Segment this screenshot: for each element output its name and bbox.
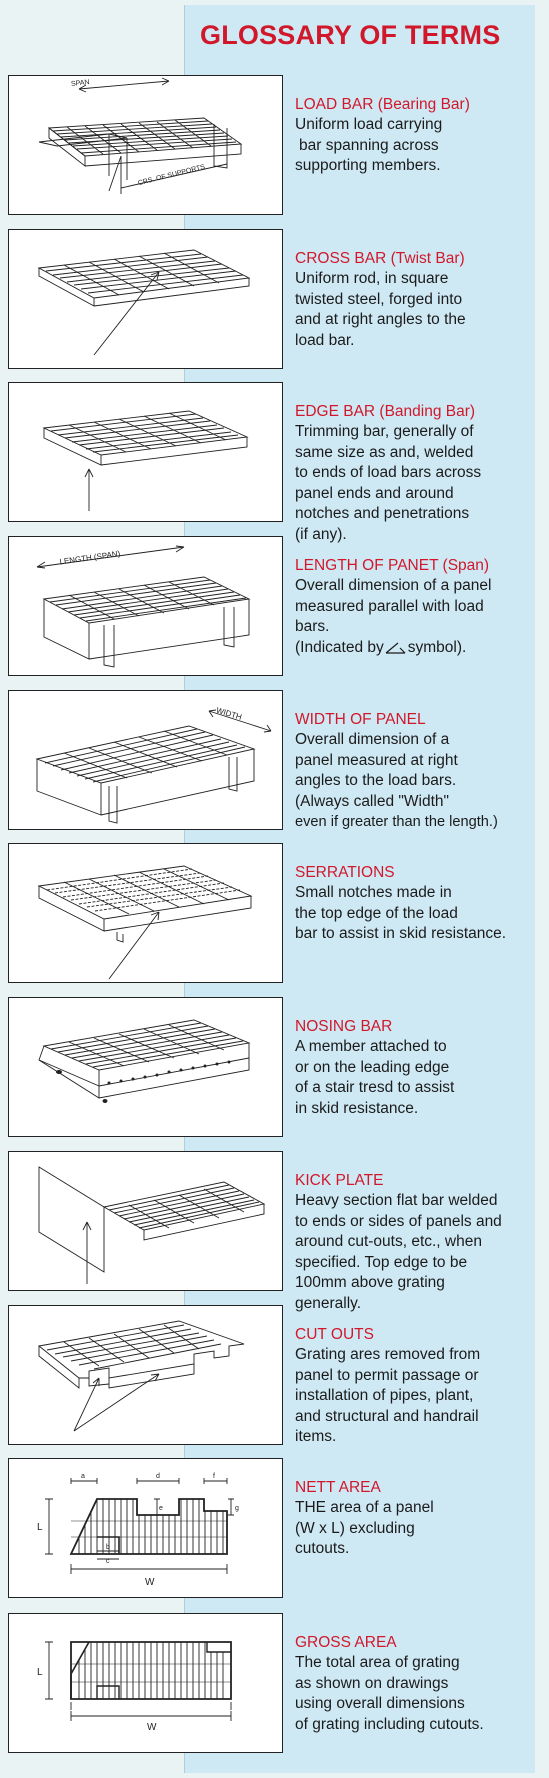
length-span-label: LENGTH (SPAN) bbox=[58, 549, 121, 567]
dim-f-label: f bbox=[213, 1473, 215, 1480]
definition-line: load bar. bbox=[295, 331, 355, 349]
length-illustration bbox=[8, 536, 283, 676]
edge-bar-drawing bbox=[9, 383, 282, 521]
nett-area-drawing bbox=[9, 1459, 282, 1597]
length-dimension-label: L bbox=[37, 1667, 43, 1678]
length-dimension-label: L bbox=[37, 1522, 43, 1533]
definition-line: THE area of a panel bbox=[295, 1499, 434, 1516]
dim-d-label: d bbox=[156, 1473, 160, 1480]
kick-plate-drawing bbox=[9, 1152, 282, 1290]
nosing-bar-drawing bbox=[9, 998, 282, 1136]
term-title: LENGTH OF PANET (Span) bbox=[295, 557, 490, 574]
definition-line: in skid resistance. bbox=[295, 1099, 419, 1117]
definition-line: panel measured at right bbox=[295, 751, 458, 769]
term-definition bbox=[295, 576, 541, 658]
definition-line: A member attached to bbox=[295, 1038, 447, 1055]
cut-outs-illustration bbox=[8, 1305, 283, 1445]
cut-outs-drawing bbox=[9, 1306, 282, 1444]
dim-b-label: b bbox=[106, 1544, 110, 1551]
serrations-drawing bbox=[9, 844, 282, 982]
nett-area-illustration bbox=[8, 1458, 283, 1598]
glossary-entry-length bbox=[8, 536, 538, 676]
definition-line: or on the leading edge bbox=[295, 1058, 450, 1076]
definition-line: bar spanning across bbox=[299, 136, 439, 154]
definition-line: 100mm above grating bbox=[295, 1274, 445, 1291]
definition-line: Uniform rod, in square bbox=[295, 270, 449, 287]
cross-bar-drawing bbox=[9, 230, 282, 368]
term-title: CUT OUTS bbox=[295, 1326, 374, 1343]
definition-line: (W x L) excluding bbox=[295, 1519, 415, 1537]
span-label: SPAN bbox=[70, 79, 90, 88]
glossary-entry-width bbox=[8, 690, 538, 830]
term-definition bbox=[295, 1345, 541, 1448]
definition-line: to ends or sides of panels and bbox=[295, 1212, 502, 1230]
definition-line: Trimming bar, generally of bbox=[295, 423, 474, 440]
glossary-entry-edge-bar bbox=[8, 382, 538, 543]
span-symbol-icon bbox=[385, 641, 407, 655]
glossary-entry-kick-plate bbox=[8, 1151, 538, 1312]
glossary-entry-cut-outs bbox=[8, 1305, 538, 1445]
glossary-entry-load-bar bbox=[8, 75, 538, 215]
definition-line: around cut-outs, etc., when bbox=[295, 1233, 482, 1250]
definition-line: and at right angles to the bbox=[295, 311, 466, 328]
definition-line bbox=[295, 638, 541, 659]
serrations-illustration bbox=[8, 843, 283, 983]
definition-line: measured parallel with load bbox=[295, 597, 484, 615]
definition-line: Uniform load carrying bbox=[295, 116, 443, 133]
term-definition bbox=[295, 1191, 541, 1314]
term-title: GROSS AREA bbox=[295, 1634, 397, 1651]
cross-bar-illustration bbox=[8, 229, 283, 369]
definition-line: Overall dimension of a panel bbox=[295, 577, 492, 594]
term-definition bbox=[295, 1037, 541, 1119]
definition-text: (Indicated by bbox=[295, 638, 384, 656]
definition-line: (Always called "Width" bbox=[295, 792, 449, 810]
nosing-bar-illustration bbox=[8, 997, 283, 1137]
load-bar-illustration bbox=[8, 75, 283, 215]
definition-line: the top edge of the load bbox=[295, 904, 458, 922]
definition-line: even if greater than the length.) bbox=[295, 814, 498, 830]
width-drawing bbox=[9, 691, 282, 829]
definition-line: items. bbox=[295, 1428, 337, 1445]
width-dimension-label: W bbox=[147, 1722, 157, 1733]
definition-line: installation of pipes, plant, bbox=[295, 1387, 474, 1404]
definition-line: Small notches made in bbox=[295, 884, 452, 901]
definition-line: Grating ares removed from bbox=[295, 1346, 481, 1363]
term-definition bbox=[295, 730, 541, 833]
dim-c-label: c bbox=[106, 1558, 110, 1565]
definition-line: to ends of load bars across bbox=[295, 464, 482, 481]
definition-line: of a stair tresd to assist bbox=[295, 1079, 455, 1096]
glossary-entry-cross-bar bbox=[8, 229, 538, 369]
definition-line: as shown on drawings bbox=[295, 1674, 449, 1692]
term-title: NETT AREA bbox=[295, 1479, 381, 1496]
definition-line: twisted steel, forged into bbox=[295, 290, 463, 308]
definition-line: angles to the load bars. bbox=[295, 772, 457, 789]
definition-line: The total area of grating bbox=[295, 1654, 460, 1671]
definition-line: generally. bbox=[295, 1294, 362, 1312]
definition-line: same size as and, welded bbox=[295, 443, 474, 461]
term-title: SERRATIONS bbox=[295, 864, 395, 881]
term-definition bbox=[295, 883, 541, 945]
definition-line: supporting members. bbox=[295, 157, 441, 174]
definition-line: panel ends and around bbox=[295, 484, 454, 502]
dim-a-label: a bbox=[81, 1473, 85, 1480]
width-label: WIDTH bbox=[215, 705, 243, 722]
kick-plate-illustration bbox=[8, 1151, 283, 1291]
definition-line: using overall dimensions bbox=[295, 1695, 465, 1712]
length-drawing bbox=[9, 537, 282, 675]
term-definition bbox=[295, 115, 541, 177]
width-dimension-label: W bbox=[145, 1577, 155, 1588]
definition-line: Overall dimension of a bbox=[295, 731, 450, 748]
term-title: EDGE BAR (Banding Bar) bbox=[295, 403, 476, 420]
glossary-entry-serrations bbox=[8, 843, 538, 983]
definition-line: (if any). bbox=[295, 525, 347, 543]
glossary-entry-nosing-bar bbox=[8, 997, 538, 1137]
gross-area-illustration bbox=[8, 1613, 283, 1753]
definition-text: symbol). bbox=[407, 638, 467, 656]
term-title: NOSING BAR bbox=[295, 1018, 393, 1035]
term-definition bbox=[295, 422, 541, 545]
definition-line: panel to permit passage or bbox=[295, 1366, 479, 1384]
term-definition bbox=[295, 269, 541, 351]
term-title: WIDTH OF PANEL bbox=[295, 711, 426, 728]
definition-line: bar to assist in skid resistance. bbox=[295, 925, 507, 942]
term-title: KICK PLATE bbox=[295, 1172, 384, 1189]
term-title: LOAD BAR (Bearing Bar) bbox=[295, 96, 470, 113]
term-definition bbox=[295, 1498, 541, 1560]
definition-line: and structural and handrail bbox=[295, 1407, 479, 1425]
term-title: CROSS BAR (Twist Bar) bbox=[295, 250, 465, 267]
definition-line: bars. bbox=[295, 618, 330, 635]
definition-line: Heavy section flat bar welded bbox=[295, 1192, 498, 1209]
load-bar-drawing bbox=[9, 76, 282, 214]
edge-bar-illustration bbox=[8, 382, 283, 522]
term-definition bbox=[295, 1653, 541, 1735]
definition-line: of grating including cutouts. bbox=[295, 1715, 484, 1733]
definition-line: specified. Top edge to be bbox=[295, 1253, 468, 1271]
dim-g-label: g bbox=[235, 1505, 239, 1512]
crs-of-supports-label: CRS. OF SUPPORTS bbox=[137, 163, 206, 188]
width-illustration bbox=[8, 690, 283, 830]
page-title: GLOSSARY OF TERMS bbox=[200, 20, 501, 50]
glossary-entry-gross-area bbox=[8, 1613, 538, 1753]
dim-e-label: e bbox=[159, 1505, 163, 1512]
gross-area-drawing bbox=[9, 1614, 282, 1752]
nosing-holes bbox=[56, 1061, 231, 1104]
glossary-entry-nett-area bbox=[8, 1458, 538, 1598]
definition-line: notches and penetrations bbox=[295, 505, 470, 522]
definition-line: cutouts. bbox=[295, 1540, 350, 1557]
